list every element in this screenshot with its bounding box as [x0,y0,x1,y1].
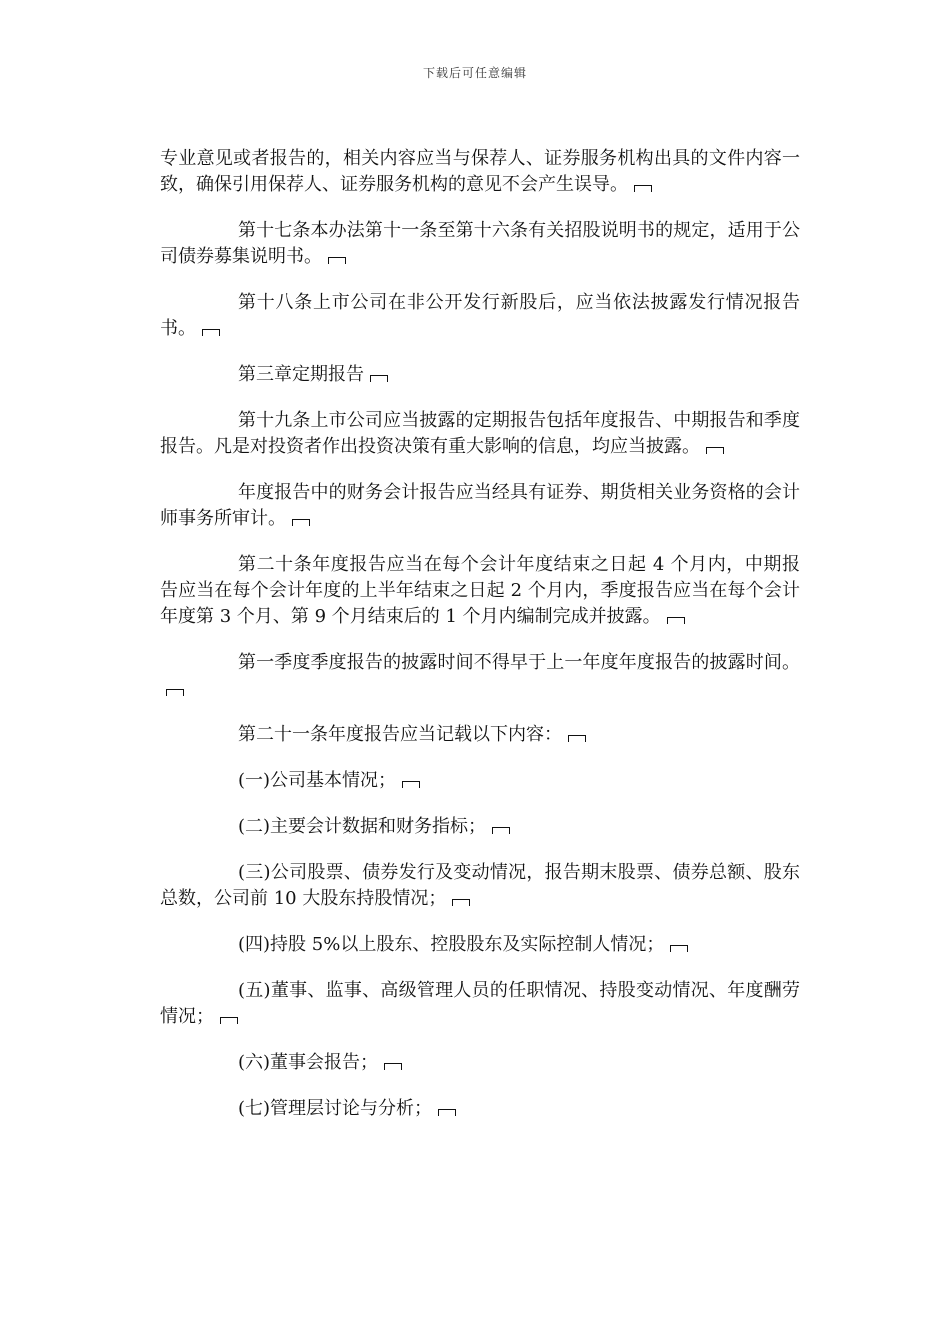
paragraph-text: 第三章定期报告 [238,364,364,385]
paragraph-text: 第十九条上市公司应当披露的定期报告包括年度报告、中期报告和季度报告。凡是对投资者作出投资决策有重大影响的信息，均应当披露。 [160,410,800,457]
paragraph-mark-icon [370,375,388,382]
paragraph [160,146,800,198]
list-item [160,978,800,1030]
list-item [160,814,800,840]
list-item [160,1050,800,1076]
paragraph-text: (四)持股 5%以上股东、控股股东及实际控制人情况； [238,934,665,955]
paragraph-text: 专业意见或者报告的，相关内容应当与保荐人、证券服务机构出具的文件内容一致，确保引用保荐人、证券服务机构的意见不会产生误导。 [160,148,800,195]
paragraph-mark-icon [568,735,586,742]
paragraph-text: (五)董事、监事、高级管理人员的任职情况、持股变动情况、年度酬劳情况； [160,980,800,1027]
paragraph-text: (二)主要会计数据和财务指标； [238,816,487,837]
paragraph-text: (一)公司基本情况； [238,770,397,791]
paragraph [160,650,800,702]
paragraph-text: 第十八条上市公司在非公开发行新股后，应当依法披露发行情况报告书。 [160,292,800,339]
list-item [160,932,800,958]
paragraph-text: 第二十一条年度报告应当记载以下内容： [238,724,562,745]
paragraph [160,218,800,270]
list-item [160,860,800,912]
list-item [160,768,800,794]
paragraph-mark-icon [220,1017,238,1024]
paragraph-mark-icon [706,447,724,454]
paragraph-mark-icon [492,827,510,834]
paragraph-mark-icon [438,1109,456,1116]
paragraph-mark-icon [166,689,184,696]
paragraph-text: 第二十条年度报告应当在每个会计年度结束之日起 4 个月内，中期报告应当在每个会计年度的上半年结束之日起 2 个月内，季度报告应当在每个会计年度第 3 个月、第 9 个月结束后的 1 个月内编制完成并披露。 [160,554,800,627]
paragraph [160,290,800,342]
paragraph-mark-icon [452,899,470,906]
paragraph-mark-icon [634,185,652,192]
paragraph-text: (七)管理层讨论与分析； [238,1098,433,1119]
paragraph [160,480,800,532]
paragraph-text: (三)公司股票、债券发行及变动情况，报告期末股票、债券总额、股东总数，公司前 10 大股东持股情况； [160,862,800,909]
paragraph-text: 年度报告中的财务会计报告应当经具有证券、期货相关业务资格的会计师事务所审计。 [160,482,800,529]
paragraph-mark-icon [202,329,220,336]
paragraph-mark-icon [328,257,346,264]
paragraph-text: 第一季度季度报告的披露时间不得早于上一年度年度报告的披露时间。 [238,652,800,673]
paragraph-mark-icon [667,617,685,624]
paragraph-mark-icon [384,1063,402,1070]
chapter-heading [160,362,800,388]
paragraph-mark-icon [292,519,310,526]
paragraph [160,722,800,748]
page-header-note: 下载后可任意编辑 [422,66,527,80]
paragraph [160,552,800,630]
paragraph-text: 第十七条本办法第十一条至第十六条有关招股说明书的规定，适用于公司债券募集说明书。 [160,220,800,267]
paragraph [160,408,800,460]
document-body [160,146,800,1142]
paragraph-text: (六)董事会报告； [238,1052,379,1073]
list-item [160,1096,800,1122]
paragraph-mark-icon [402,781,420,788]
paragraph-mark-icon [670,945,688,952]
